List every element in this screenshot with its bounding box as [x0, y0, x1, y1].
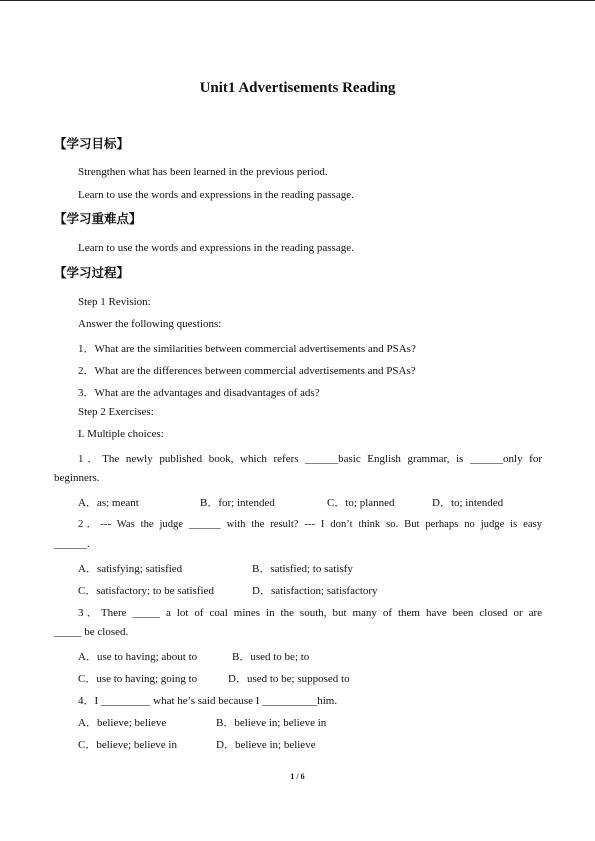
- mc-question-continuation: beginners.: [54, 472, 100, 484]
- page-title: Unit1 Advertisements Reading: [199, 80, 396, 96]
- mc-option: D．used to be; supposed to: [228, 673, 350, 685]
- mc-question-continuation: ______.: [54, 538, 90, 550]
- mc-option: B．used to be; to: [232, 651, 310, 663]
- top-rule: [0, 0, 595, 1]
- mc-question-line: 3．There _____ a lot of coal mines in the south, but many of them have been closed or are: [78, 607, 542, 619]
- mc-question-line: 2．--- Was the judge ______ with the result? --- I don’t think so. But perhaps no judge is easy: [78, 519, 542, 530]
- mc-option: C．use to having; going to: [78, 673, 198, 685]
- mc-option: A．satisfying; satisfied: [78, 563, 183, 575]
- objectives-heading: 【学习目标】: [54, 136, 130, 151]
- step2-label: Step 2 Exercises:: [78, 406, 154, 418]
- key-points-heading: 【学习重难点】: [54, 211, 142, 226]
- process-heading: 【学习过程】: [54, 265, 130, 280]
- step1-label: Step 1 Revision:: [78, 296, 151, 308]
- mc-option: D．to; intended: [432, 497, 504, 509]
- mc-option: B．satisfied; to satisfy: [252, 563, 353, 575]
- mc-option: B．believe in; believe in: [216, 717, 327, 729]
- objective-line: Learn to use the words and expressions in the reading passage.: [78, 189, 354, 201]
- mc-question-continuation: _____ be closed.: [54, 626, 129, 638]
- mc-question-line: 4．I _________ what he’s said because I __________him.: [78, 695, 338, 707]
- revision-question: 1．What are the similarities between commercial advertisements and PSAs?: [78, 343, 416, 355]
- revision-question: 3．What are the advantages and disadvantages of ads?: [78, 387, 320, 399]
- mc-option: D．believe in; believe: [216, 739, 316, 751]
- answer-prompt: Answer the following questions:: [78, 318, 222, 330]
- mc-option: C．to; planned: [327, 497, 395, 509]
- mc-option: D．satisfaction; satisfactory: [252, 585, 378, 597]
- mc-option: B．for; intended: [200, 497, 275, 509]
- mc-option: C．believe; believe in: [78, 739, 177, 751]
- mc-option: A．as; meant: [78, 497, 139, 509]
- key-point-line: Learn to use the words and expressions in the reading passage.: [78, 242, 354, 254]
- mc-question-line: 1．The newly published book, which refers ______basic English grammar, is ______only for: [78, 453, 542, 465]
- mc-option: A．use to having; about to: [78, 651, 198, 663]
- objective-line: Strengthen what has been learned in the previous period.: [78, 166, 328, 178]
- revision-question: 2．What are the differences between commercial advertisements and PSAs?: [78, 365, 416, 377]
- part1-label: I. Multiple choices:: [78, 428, 164, 440]
- mc-option: C．satisfactory; to be satisfied: [78, 585, 214, 597]
- mc-option: A．believe; believe: [78, 717, 167, 729]
- page-number: 1 / 6: [290, 772, 305, 781]
